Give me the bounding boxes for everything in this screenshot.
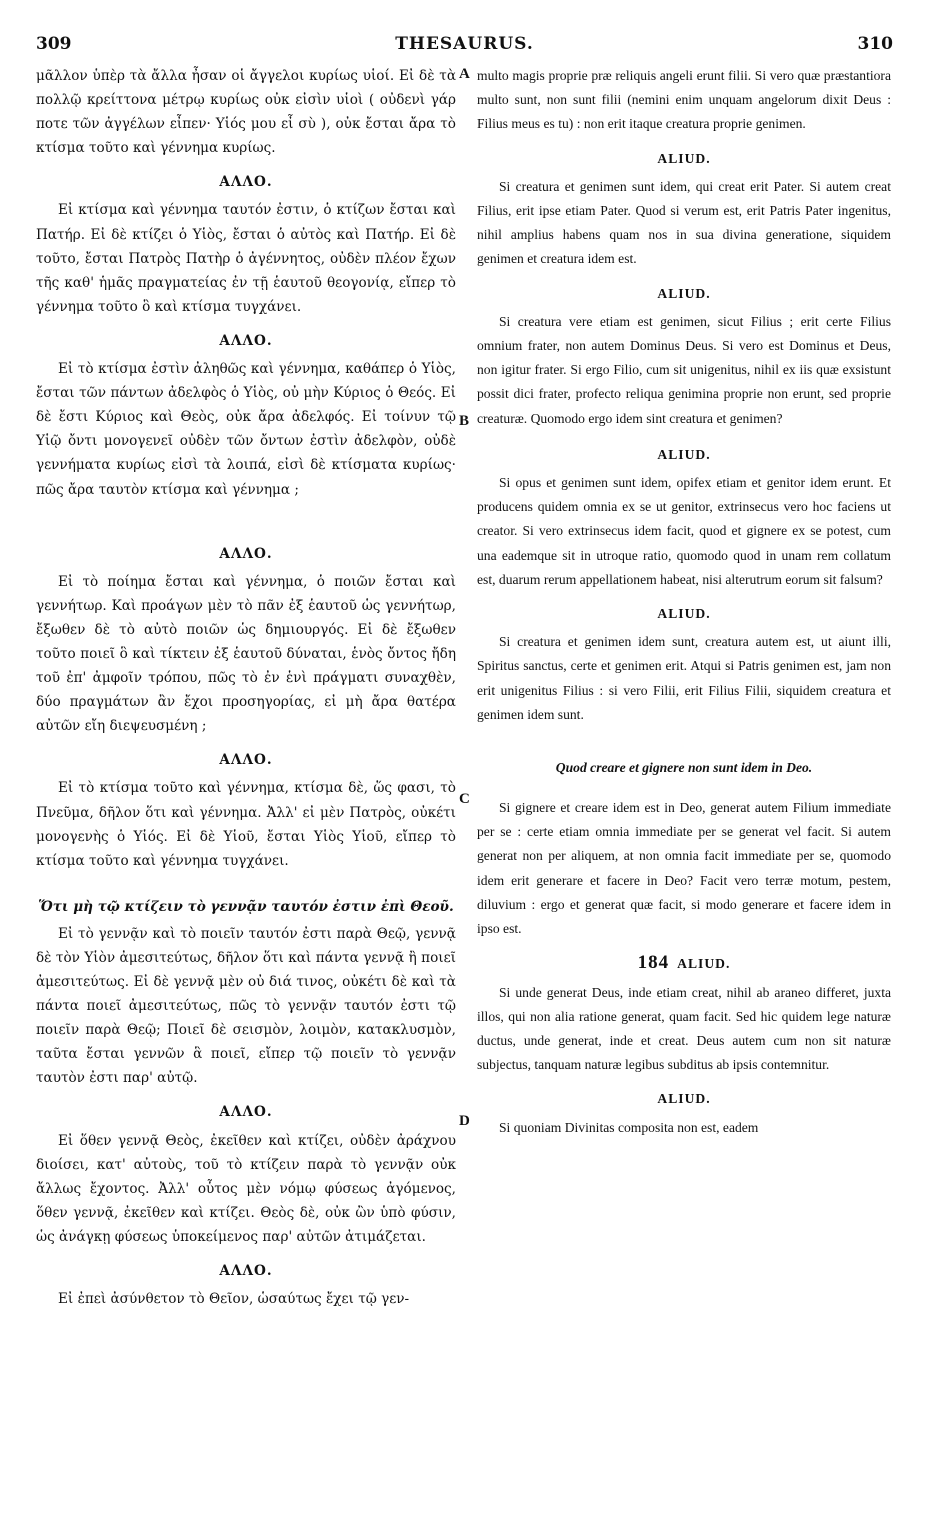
section-heading: ALIUD.: [657, 606, 711, 622]
margin-letter-b: B: [459, 413, 470, 429]
section-number: 184: [637, 952, 670, 974]
margin-letter-d: D: [459, 1113, 470, 1129]
latin-paragraph: Si quoniam Divinitas composita non est, eadem: [499, 1119, 759, 1135]
latin-column: [477, 64, 891, 1140]
latin-paragraph: Si unde generat Deus, inde etiam creat, nihil ab araneo differet, juxta illos, qui non alia ratione generat, quam facit. Sed hic quidem lege naturæ ductus, unde generat, inde et creat. Deus autem cum non sit naturæ subjectus, tanquam naturæ legibus subditus ab ipsis contemnitur.: [477, 984, 891, 1073]
greek-paragraph: Εἰ τὸ γεννᾷν καὶ τὸ ποιεῖν ταυτόν ἐστι παρὰ Θεῷ, γεννᾷ δὲ τὸν Υἱὸν ἀμεσιτεύτως, δῆλον ὅτι καὶ πάντα γεννᾷ ἢ ποιεῖ ἀμεσιτεύτως. Εἰ δὲ γεννᾷ μὲν οὐ διά τινος, οὐκέτι δὲ καὶ τὰ πάντα ποιεῖ ἀμεσιτεύτως, πῶς τὸ γεννᾷν ταυτόν ἐστι τῷ ποιεῖν παρὰ Θεῷ; Ποιεῖ δὲ σεισμὸν, λοιμὸν, κατακλυσμὸν, ταῦτα ἔσται γεννῶν ἃ ποιεῖ, εἴπερ τῷ ποιεῖν τὸ γεννᾷν ταυτὸν ἐστι παρ' αὐτῷ.: [36, 925, 456, 1087]
greek-paragraph: Εἰ τὸ κτίσμα ἐστὶν ἀληθῶς καὶ γέννημα, καθάπερ ὁ Υἱὸς, ἔσται τῶν πάντων ἀδελφὸς ὁ Υἱὸς, οὐ μὴν Κύριος ὁ Θεός. Εἰ δὲ ἔστι Κύριος καὶ Θεὸς, οὐκ ἄρα ἀδελφός. Εἰ τοίνυν τῷ Υἱῷ ὄντι μονογενεῖ οὐδὲν τῶν ὄντων ἐστὶν ἀδελφὸν, οὐδὲ γεννήματα κυρίως εἰσὶ τὰ λοιπά, εἰσὶ δὲ κτίσματα κυρίως· πῶς ἄρα ταυτὸν κτίσμα καὶ γέννημα ;: [36, 361, 456, 498]
greek-column: [36, 64, 456, 1311]
section-heading: ΑΛΛΟ.: [219, 174, 273, 191]
section-heading: ΑΛΛΟ.: [219, 752, 273, 769]
section-heading-label: ALIUD.: [677, 956, 731, 972]
section-heading: ALIUD.: [657, 446, 711, 462]
chapter-title: Ὅτι μὴ τῷ κτίζειν τὸ γεννᾷν ταυτόν ἐστιν ἐπὶ Θεοῦ.: [38, 898, 454, 915]
greek-paragraph: Εἰ κτίσμα καὶ γέννημα ταυτόν ἐστιν, ὁ κτίζων ἔσται καὶ Πατήρ. Εἰ δὲ κτίζει ὁ Υἱὸς, ἔσται ὁ αὐτὸς καὶ Πατήρ. Εἰ δὲ τοῦτο, ἔσται Πατρὸς Πατὴρ ὁ ἀγέννητος, οὐδὲν πλέον ἔχων τῆς καθ' ἡμᾶς πραγματείας ἐν τῇ ἑαυτοῦ θεογονίᾳ, εἴπερ τὸ γέννημα τοῦτο ὃ καὶ κτίσμα τυγχάνει.: [36, 202, 456, 315]
margin-letter-c: C: [459, 791, 470, 807]
latin-paragraph: Si creatura vere etiam est genimen, sicut Filius ; erit certe Filius omnium frater, non autem Dominus Deus. Si vero est Dominus et Deus, non igitur frater. Si ergo Filio, cum sit unigenitus, nihil ex iis quæ exsistunt possit dici frater, profecto reliqua genimina proprie non erunt, sed proprie creaturæ. Quomodo ergo idem sint creatura et genimen?: [477, 313, 891, 426]
chapter-title: Quod creare et gignere non sunt idem in Deo.: [555, 760, 813, 776]
page-number-right: 310: [857, 34, 893, 54]
latin-paragraph: Si creatura et genimen sunt idem, qui creat erit Pater. Si autem creat Filius, erit ipse etiam Pater. Quod si verum est, erit Patris Pater ingenitus, nihil amplius habens quam nos in sua divina generatione, siquidem genimen et creatura idem est.: [477, 178, 891, 267]
page-number-left: 309: [36, 34, 72, 54]
greek-paragraph: Εἰ ἐπεὶ ἀσύνθετον τὸ Θεῖον, ὡσαύτως ἔχει τῷ γεν-: [58, 1291, 410, 1308]
latin-paragraph: Si gignere et creare idem est in Deo, generat autem Filium immediate per se : certe etiam omnia immediate per se generat vel facit. Si autem generat non per aliquem, at non omnia facit immediate per se, quomodo idem erit generare et facere in Deo? Facit vero terræ motum, pestem, diluvium : ergo et generat quæ facit, si modo generare et facere idem in ipso est.: [477, 800, 891, 937]
latin-paragraph: Si opus et genimen sunt idem, opifex etiam et genitor idem erunt. Et producens quidem omnia ex se ut genitor, extrinsecus vero hoc faciens ut creator. Si vero extrinsecus idem facit, quod et gignere ex se potest, cum una eademque sit in utroque ratio, quomodo quod in unam rem collatum est, duarum rerum appellationem habeat, nisi alterutrum eorum sit falsum?: [477, 475, 891, 587]
section-heading: ALIUD.: [657, 285, 711, 301]
section-heading-numbered: [477, 951, 891, 976]
section-heading: ΑΛΛΟ.: [219, 332, 273, 349]
section-heading: ALIUD.: [657, 1091, 711, 1107]
running-title: THESAURUS.: [395, 34, 534, 54]
section-heading: ΑΛΛΟ.: [219, 545, 273, 562]
latin-paragraph: multo magis proprie præ reliquis angeli erunt filii. Si vero quæ præstantiora multo sunt, non sunt filii (nemini enim unquam angelorum dixit Deus : Filius meus es tu) : non erit itaque creatura proprie genimen.: [477, 68, 891, 132]
greek-paragraph: Εἰ τὸ ποίημα ἔσται καὶ γέννημα, ὁ ποιῶν ἔσται καὶ γεννήτωρ. Καὶ προάγων μὲν τὸ πᾶν ἐξ ἑαυτοῦ ὡς γεννήτωρ, ἔξωθεν δὲ τὸ αὐτὸ ποιῶν ὡς δημιουργός. Εἰ δὲ ἔξωθεν τοῦτο ποιεῖ ὃ καὶ τίκτειν ἐξ ἑαυτοῦ δύναται, ἑνὸς ὄντος ἤδη τοῦ ἐπ' ἀμφοῖν τρόπου, πῶς τὸ ἐν ἑνὶ πράγματι συναχθὲν, δύο πραγμάτων ἂν ἔχοι προσηγορίας, εἰ μὴ ἄρα θατέρα αὐτῶν εἴη διεψευσμένη ;: [36, 573, 456, 735]
section-heading: ΑΛΛΟ.: [219, 1263, 273, 1280]
section-heading: ΑΛΛΟ.: [219, 1104, 273, 1121]
greek-paragraph: μᾶλλον ὑπὲρ τὰ ἄλλα ἦσαν οἱ ἄγγελοι κυρίως υἱοί. Εἰ δὲ τὰ πολλῷ κρείττονα μέτρῳ κυρίως οὐκ εἰσὶν υἱοὶ ( οὐδενὶ γάρ ποτε τῶν ἀγγέλων εἶπεν· Υἱός μου εἶ σὺ ), οὐκ ἔσται ἄρα τὸ κτίσμα τοῦτο καὶ γέννημα κυρίως.: [36, 68, 456, 157]
greek-paragraph: Εἰ τὸ κτίσμα τοῦτο καὶ γέννημα, κτίσμα δὲ, ὥς φασι, τὸ Πνεῦμα, δῆλον ὅτι καὶ γέννημα. Ἀλλ' εἰ μὲν Πατρὸς, οὐκέτι μονογενὴς ὁ Υἱός. Εἰ δὲ Υἱοῦ, ἔσται Υἱὸς Υἱοῦ, εἴπερ τὸ κτίσμα τοῦτο καὶ γέννημα τυγχάνει.: [36, 780, 456, 869]
greek-paragraph: Εἰ ὅθεν γεννᾷ Θεὸς, ἐκεῖθεν καὶ κτίζει, οὐδὲν ἀράχνου διοίσει, κατ' αὐτοὺς, τοῦ τὸ κτίζειν παρὰ τὸ γεννᾷν οὐκ ἄλλως ἔχοντος. Ἀλλ' οὗτος μὲν νόμῳ φύσεως ἀγόμενος, ὅθεν γεννᾷ, ἐκεῖθεν καὶ κτίζει. Θεὸς δὲ, οὐκ ὢν ὑπὸ φύσιν, ὡς ἀνάγκῃ φύσεως ὑποκείμενος παρ' αὐτῶν ἀτιμάζεται.: [36, 1132, 456, 1245]
section-heading: ALIUD.: [657, 150, 711, 166]
page-header: [0, 34, 929, 56]
margin-letter-a: A: [459, 66, 470, 82]
latin-paragraph: Si creatura et genimen idem sunt, creatura autem est, ut aiunt illi, Spiritus sanctus, certe et genimen erit. Atqui si Patris genimen est, jam non erit unigenitus Filius : si vero Filii, erit Filius Filii, siquidem creatura et genimen idem sunt.: [477, 634, 891, 722]
